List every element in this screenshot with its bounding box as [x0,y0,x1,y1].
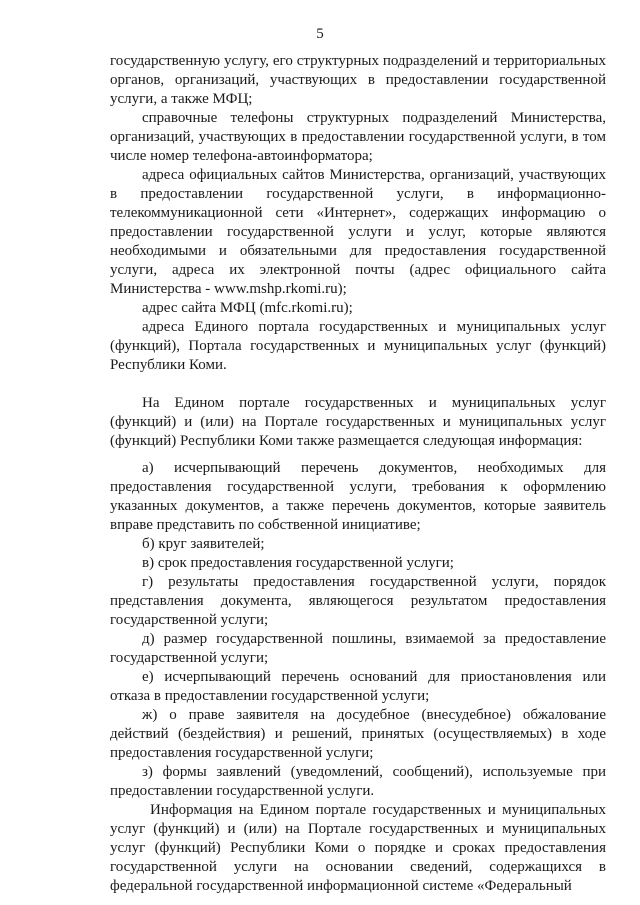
list-item-zh: ж) о праве заявителя на досудебное (внесудебное) обжалование действий (бездействия) и решений, принятых (осуществляемых) в ходе предоставления государственной услуги; [110,707,606,761]
paragraph-final: Информация на Едином портале государственных и муниципальных услуг (функций) и (или) на Портале государственных и муниципальных услуг (функций) Республики Коми о порядке и сроках предоставления государственной услуги на основании сведений, содержащихся в федеральной государственной информационной системе «Федеральный [110,802,606,894]
paragraph-intro: На Едином портале государственных и муниципальных услуг (функций) и (или) на Портале государственных и муниципальных услуг (функций) Республики Коми также размещается следующая информация: [110,395,606,449]
paragraph-websites: адреса официальных сайтов Министерства, организаций, участвующих в предоставлении государственной услуги, в информационно-телекоммуникационной сети «Интернет», содержащих информацию о предоставлении государственной услуги и услуг, которые являются необходимыми и обязательными для предоставления государственной услуги, адреса их электронной почты (адрес официального сайта Министерства - www.mshp.rkomi.ru); [110,167,606,297]
list-item-b: б) круг заявителей; [142,536,265,552]
paragraph-phones: справочные телефоны структурных подразделений Министерства, организаций, участвующих в предоставлении государственной услуги, в том числе номер телефона-автоинформатора; [110,110,606,164]
paragraph-continuation: государственную услугу, его структурных подразделений и территориальных органов, организаций, участвующих в предоставлении государственной услуги, а также МФЦ; [110,53,606,107]
list-item-e: е) исчерпывающий перечень оснований для приостановления или отказа в предоставлении государственной услуги; [110,669,606,704]
list-item-z: з) формы заявлений (уведомлений, сообщений), используемые при предоставлении государственной услуги. [110,764,606,799]
paragraph-mfc-site: адрес сайта МФЦ (mfc.rkomi.ru); [142,300,353,316]
document-body [110,52,606,896]
list-item-a: а) исчерпывающий перечень документов, необходимых для предоставления государственной услуги, требования к оформлению указанных документов, а также перечень документов, которые заявитель вправе представить по собственной инициативе; [110,460,606,533]
page-number: 5 [316,26,324,42]
list-item-d: д) размер государственной пошлины, взимаемой за предоставление государственной услуги; [110,631,606,666]
paragraph-portals: адреса Единого портала государственных и муниципальных услуг (функций), Портала государственных и муниципальных услуг (функций) Республики Коми. [110,319,606,373]
spacer [110,375,606,394]
list-item-v: в) срок предоставления государственной услуги; [142,555,454,571]
spacer [110,451,606,459]
list-item-g: г) результаты предоставления государственной услуги, порядок представления документа, являющегося результатом предоставления государственной услуги; [110,574,606,628]
